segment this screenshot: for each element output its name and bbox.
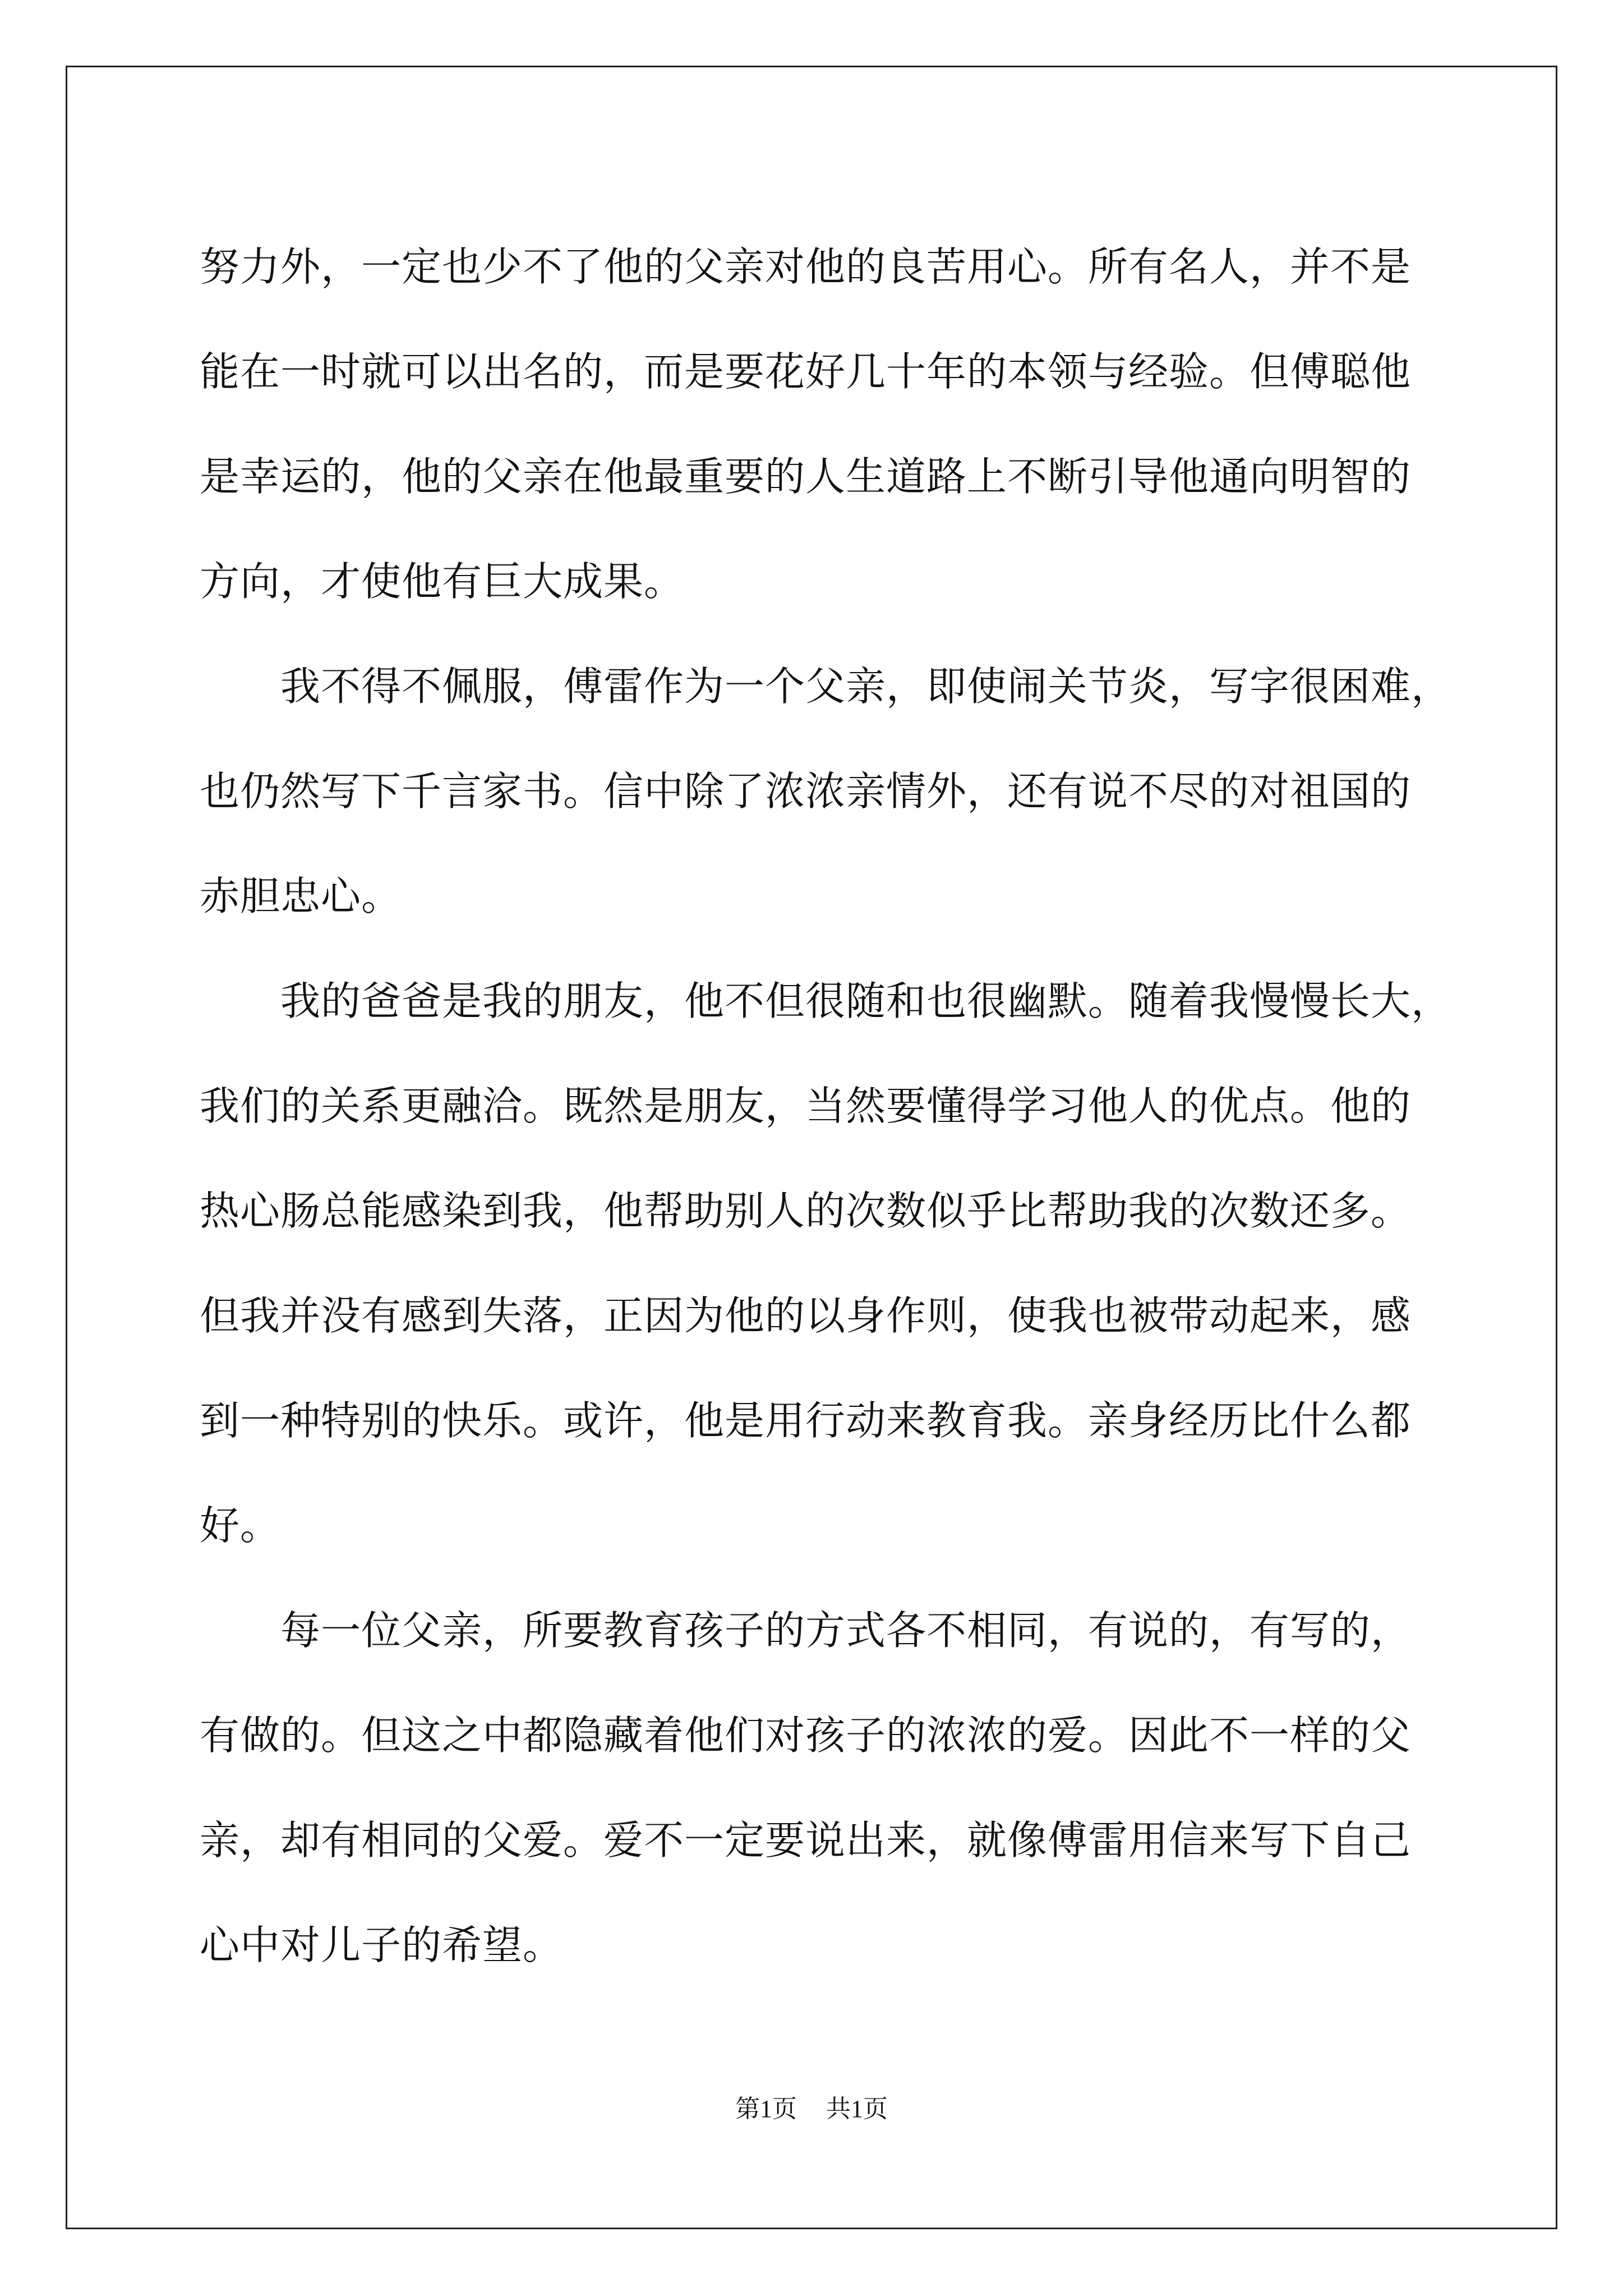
text-line: 能在一时就可以出名的，而是要花好几十年的本领与经验。但傅聪他 [200,348,1412,395]
text-line: 亲，却有相同的父爱。爱不一定要说出来，就像傅雷用信来写下自己 [200,1817,1412,1864]
text-line: 但我并没有感到失落，正因为他的以身作则，使我也被带动起来，感 [200,1292,1412,1339]
page-footer [0,2088,1623,2124]
document-body [200,214,1452,1998]
text-line: 有做的。但这之中都隐藏着他们对孩子的浓浓的爱。因此不一样的父 [200,1712,1412,1759]
text-line: 我的爸爸是我的朋友，他不但很随和也很幽默。随着我慢慢长大， [280,978,1452,1024]
text-line: 努力外，一定也少不了他的父亲对他的良苦用心。所有名人，并不是 [200,243,1412,290]
text-line: 热心肠总能感染到我，他帮助别人的次数似乎比帮助我的次数还多。 [200,1188,1412,1234]
text-line: 我不得不佩服，傅雷作为一个父亲，即使闹关节炎，写字很困难， [280,663,1452,710]
text-line: 我们的关系更融洽。既然是朋友，当然要懂得学习他人的优点。他的 [200,1083,1412,1129]
text-line: 到一种特别的快乐。或许，他是用行动来教育我。亲身经历比什么都 [200,1397,1412,1444]
text-line: 赤胆忠心。 [200,873,402,919]
page-number: 第1页 [735,2095,797,2123]
page-total: 共1页 [826,2095,888,2123]
text-line: 每一位父亲，所要教育孩子的方式各不相同，有说的，有写的， [280,1607,1412,1654]
text-line: 方向，才使他有巨大成果。 [200,558,685,605]
text-line: 也仍然写下千言家书。信中除了浓浓亲情外，还有说不尽的对祖国的 [200,768,1412,815]
text-line: 心中对儿子的希望。 [200,1922,564,1968]
text-line: 好。 [200,1502,281,1549]
text-line: 是幸运的，他的父亲在他最重要的人生道路上不断引导他通向明智的 [200,453,1412,500]
